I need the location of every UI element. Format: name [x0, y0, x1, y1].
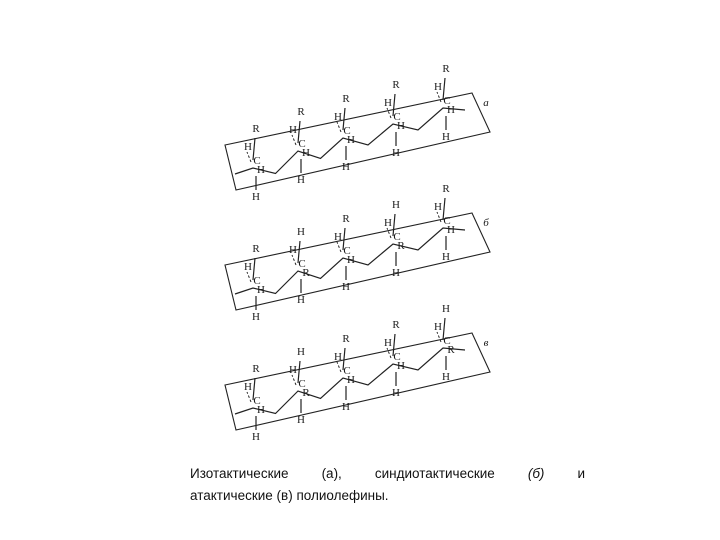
stereo-bond-dashed — [337, 242, 341, 252]
substituent-right: H — [397, 120, 405, 132]
substituent-top: H — [442, 303, 450, 315]
substituent-right: R — [302, 267, 310, 279]
substituent-right: H — [347, 254, 355, 266]
substituent-right: R — [447, 344, 455, 356]
hydrogen-bottom: H — [297, 174, 305, 186]
hydrogen-left: H — [244, 261, 252, 273]
caption-line-1 — [190, 463, 585, 485]
substituent-right: H — [447, 104, 455, 116]
hydrogen-left: H — [434, 81, 442, 93]
stereo-bond-dashed — [387, 348, 391, 358]
panel-label: a — [483, 97, 489, 109]
substituent-top: H — [297, 226, 305, 238]
hydrogen-left: H — [289, 124, 297, 136]
substituent-right: H — [347, 374, 355, 386]
carbon-atom: C — [253, 155, 261, 167]
substituent-top: R — [252, 243, 260, 255]
caption — [190, 463, 585, 507]
caption-word: (б) — [527, 466, 545, 481]
substituent-top: R — [297, 106, 305, 118]
hydrogen-left: H — [244, 381, 252, 393]
stereo-bond-dashed — [337, 122, 341, 132]
caption-word: (а), — [321, 466, 342, 481]
hydrogen-bottom: H — [342, 161, 350, 173]
carbon-atom: C — [393, 351, 401, 363]
hydrogen-left: H — [434, 201, 442, 213]
hydrogen-left: H — [289, 364, 297, 376]
hydrogen-bottom: H — [392, 147, 400, 159]
carbon-atom: C — [298, 138, 306, 150]
carbon-atom: C — [298, 258, 306, 270]
hydrogen-left: H — [334, 111, 342, 123]
carbon-atom: C — [343, 245, 351, 257]
chain-panel — [225, 183, 490, 323]
substituent-top: R — [392, 319, 400, 331]
substituent-top: H — [392, 199, 400, 211]
chain-panel — [225, 63, 490, 203]
hydrogen-bottom: H — [297, 294, 305, 306]
stereo-bond-dashed — [292, 135, 296, 145]
chain-panel — [225, 303, 490, 443]
hydrogen-left: H — [384, 217, 392, 229]
carbon-atom: C — [343, 365, 351, 377]
hydrogen-bottom: H — [252, 191, 260, 203]
carbon-atom: C — [253, 395, 261, 407]
substituent-top: R — [392, 79, 400, 91]
panel-label: в — [483, 337, 489, 349]
substituent-top: R — [342, 333, 350, 345]
caption-line-2: атактические (в) полиолефины. — [190, 488, 389, 503]
hydrogen-left: H — [289, 244, 297, 256]
substituent-top: R — [342, 93, 350, 105]
substituent-right: H — [257, 164, 265, 176]
stereo-bond-dashed — [387, 108, 391, 118]
hydrogen-bottom: H — [342, 281, 350, 293]
caption-word: синдиотактические — [374, 466, 495, 481]
substituent-top: H — [297, 346, 305, 358]
stereo-bond-dashed — [292, 255, 296, 265]
hydrogen-bottom: H — [392, 267, 400, 279]
stereo-bond-dashed — [247, 272, 251, 282]
substituent-right: R — [397, 240, 405, 252]
substituent-right: H — [302, 147, 310, 159]
carbon-atom: C — [393, 111, 401, 123]
substituent-top: R — [252, 123, 260, 135]
hydrogen-left: H — [384, 337, 392, 349]
hydrogen-bottom: H — [392, 387, 400, 399]
carbon-atom: C — [443, 95, 451, 107]
substituent-top: R — [342, 213, 350, 225]
substituent-right: H — [257, 284, 265, 296]
stereo-bond-dashed — [247, 152, 251, 162]
substituent-top: R — [252, 363, 260, 375]
caption-word: Изотактические — [190, 466, 289, 481]
substituent-right: H — [257, 404, 265, 416]
carbon-atom: C — [393, 231, 401, 243]
carbon-atom: C — [343, 125, 351, 137]
hydrogen-bottom: H — [442, 251, 450, 263]
substituent-right: H — [397, 360, 405, 372]
stereo-bond-dashed — [247, 392, 251, 402]
hydrogen-left: H — [244, 141, 252, 153]
substituent-right: H — [447, 224, 455, 236]
caption-word: и — [577, 466, 585, 481]
hydrogen-bottom: H — [297, 414, 305, 426]
carbon-atom: C — [443, 335, 451, 347]
hydrogen-bottom: H — [252, 311, 260, 323]
stereo-bond-dashed — [292, 375, 296, 385]
substituent-right: H — [347, 134, 355, 146]
hydrogen-bottom: H — [252, 431, 260, 443]
stereo-bond-dashed — [387, 228, 391, 238]
hydrogen-left: H — [334, 351, 342, 363]
substituent-top: R — [442, 183, 450, 195]
carbon-atom: C — [298, 378, 306, 390]
hydrogen-left: H — [434, 321, 442, 333]
carbon-atom: C — [443, 215, 451, 227]
substituent-top: R — [442, 63, 450, 75]
panel-label: б — [483, 217, 489, 229]
hydrogen-bottom: H — [442, 371, 450, 383]
carbon-atom: C — [253, 275, 261, 287]
hydrogen-bottom: H — [342, 401, 350, 413]
hydrogen-bottom: H — [442, 131, 450, 143]
stereo-bond-dashed — [337, 362, 341, 372]
substituent-right: R — [302, 387, 310, 399]
hydrogen-left: H — [334, 231, 342, 243]
hydrogen-left: H — [384, 97, 392, 109]
